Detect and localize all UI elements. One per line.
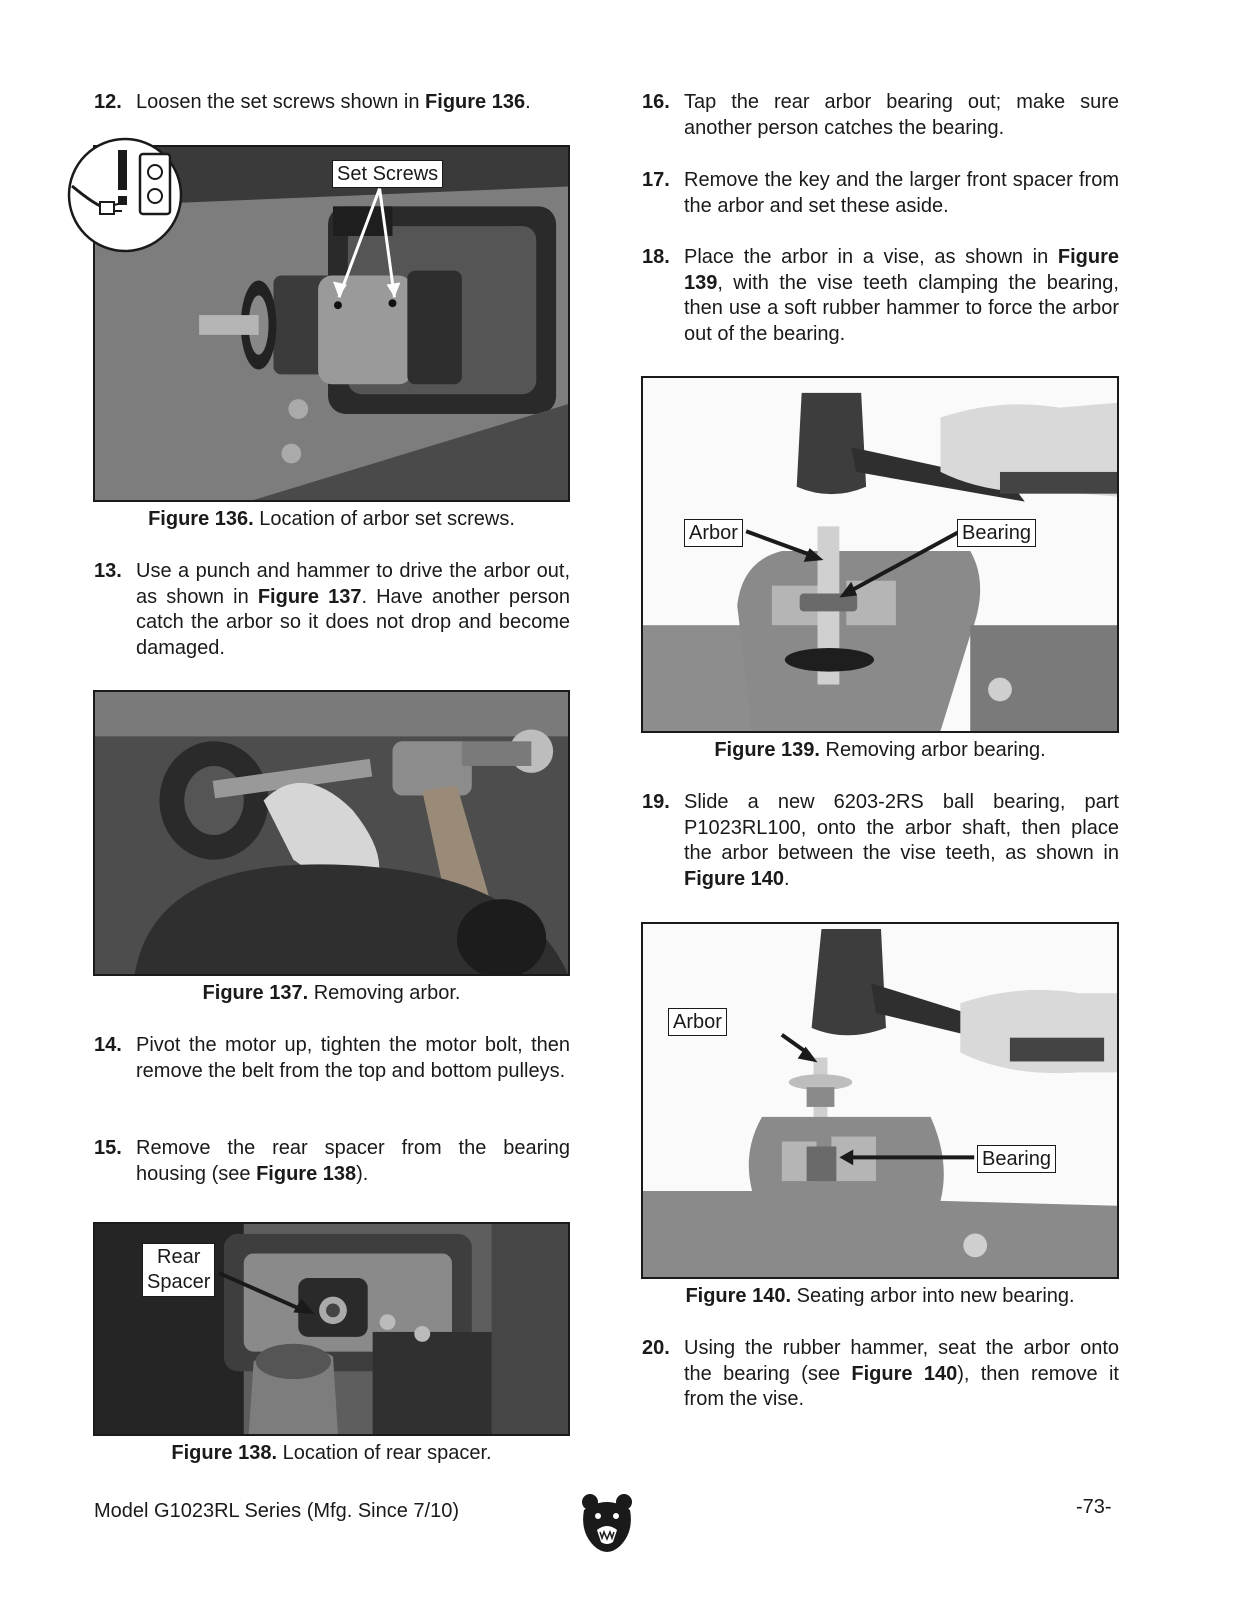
step-text xyxy=(684,245,1119,347)
figure-ref: Figure 136 xyxy=(425,91,526,113)
figure-caption-text: Removing arbor bearing. xyxy=(819,739,1046,761)
figure-caption-text: Removing arbor. xyxy=(308,982,461,1004)
step-text: Pivot the motor up, tighten the motor bolt, then remove the belt from the top and bottom pulleys. xyxy=(136,1034,570,1082)
step-text xyxy=(684,790,1119,892)
step-text-part: . xyxy=(525,91,531,113)
figure-caption-text: Location of rear spacer. xyxy=(277,1442,492,1464)
step-14 xyxy=(94,1033,570,1084)
step-text-part: ). xyxy=(356,1162,369,1185)
figure-ref: Figure 140 xyxy=(684,867,785,890)
removing-bearing-illustration xyxy=(643,378,1117,731)
step-text-part: ), then remove it from the vise. xyxy=(684,1362,1119,1410)
page-number: -73- xyxy=(1076,1496,1112,1518)
callout-bearing: Bearing xyxy=(977,1145,1056,1173)
step-text-part: Loosen the set screws shown in xyxy=(136,91,426,113)
step-number: 14. xyxy=(94,1034,122,1056)
step-text-part: . xyxy=(784,867,790,890)
step-12 xyxy=(94,90,570,116)
step-20 xyxy=(642,1336,1119,1413)
figure-label: Figure 137. xyxy=(202,982,309,1004)
step-text-part: Using the rubber hammer, seat the arbor onto the bearing (see xyxy=(684,1337,1119,1385)
step-text-part: Remove the rear spacer from the bearing housing (see xyxy=(136,1137,570,1185)
step-number: 12. xyxy=(94,91,122,113)
figure-140-photo xyxy=(641,922,1119,1279)
callout-rear-spacer xyxy=(142,1243,215,1297)
figure-138-photo xyxy=(93,1222,570,1436)
step-number: 20. xyxy=(642,1337,670,1359)
step-text-part: Use a punch and hammer to drive the arbor out, as shown in xyxy=(136,560,570,608)
seating-arbor-illustration xyxy=(643,924,1117,1277)
figure-136-caption xyxy=(93,507,570,531)
figure-label: Figure 140. xyxy=(685,1285,792,1307)
step-16 xyxy=(642,90,1119,141)
figure-caption-text: Seating arbor into new bearing. xyxy=(791,1285,1075,1307)
figure-140-caption xyxy=(641,1284,1119,1308)
callout-arbor: Arbor xyxy=(668,1008,727,1036)
step-text: Remove the key and the larger front spacer from the arbor and set these aside. xyxy=(684,169,1119,217)
step-15 xyxy=(94,1136,570,1187)
step-19 xyxy=(642,790,1119,892)
removing-arbor-illustration xyxy=(95,692,568,974)
step-text xyxy=(136,559,570,661)
step-number: 15. xyxy=(94,1137,122,1159)
figure-138-caption xyxy=(93,1441,570,1465)
figure-ref: Figure 138 xyxy=(256,1162,357,1185)
step-number: 18. xyxy=(642,246,670,268)
step-text-part: Place the arbor in a vise, as shown in xyxy=(684,246,1058,268)
step-text-part: Slide a new 6203-2RS ball bearing, part P1023RL100, onto the arbor shaft, then place the arbor between the vise teeth, as shown in xyxy=(684,791,1119,864)
footer-model: Model G1023RL Series (Mfg. Since 7/10) xyxy=(94,1500,459,1522)
step-number: 16. xyxy=(642,91,670,113)
figure-137-photo xyxy=(93,690,570,976)
callout-arbor: Arbor xyxy=(684,519,743,547)
step-text xyxy=(684,1336,1119,1413)
figure-label: Figure 136. xyxy=(148,508,254,530)
step-18 xyxy=(642,245,1119,347)
grizzly-bear-logo-icon xyxy=(580,1492,634,1556)
step-text xyxy=(136,1136,570,1187)
figure-137-caption xyxy=(93,981,570,1005)
figure-label: Figure 139. xyxy=(714,739,820,761)
figure-ref: Figure 137 xyxy=(257,585,362,608)
callout-set-screws: Set Screws xyxy=(332,160,443,188)
figure-ref: Figure 140 xyxy=(851,1362,958,1385)
callout-line: Rear xyxy=(157,1246,201,1268)
step-text: Tap the rear arbor bearing out; make sure another person catches the bearing. xyxy=(684,91,1119,139)
unplug-warning-icon xyxy=(66,136,184,254)
figure-label: Figure 138. xyxy=(171,1442,278,1464)
figure-caption-text: Location of arbor set screws. xyxy=(253,508,515,530)
step-text-part: , with the vise teeth clamping the bearing, then use a soft rubber hammer to force the arbor out of the bearing. xyxy=(684,271,1119,345)
step-text-part: . Have another person catch the arbor so it does not drop and become damaged. xyxy=(136,585,570,659)
callout-line: Spacer xyxy=(147,1271,211,1293)
step-number: 13. xyxy=(94,560,122,582)
figure-139-caption xyxy=(641,738,1119,762)
step-text xyxy=(136,90,570,116)
step-13 xyxy=(94,559,570,661)
figure-ref: Figure 139 xyxy=(684,246,1119,294)
step-17 xyxy=(642,168,1119,219)
figure-139-photo xyxy=(641,376,1119,733)
step-number: 19. xyxy=(642,791,670,813)
step-number: 17. xyxy=(642,169,670,191)
callout-bearing: Bearing xyxy=(957,519,1036,547)
